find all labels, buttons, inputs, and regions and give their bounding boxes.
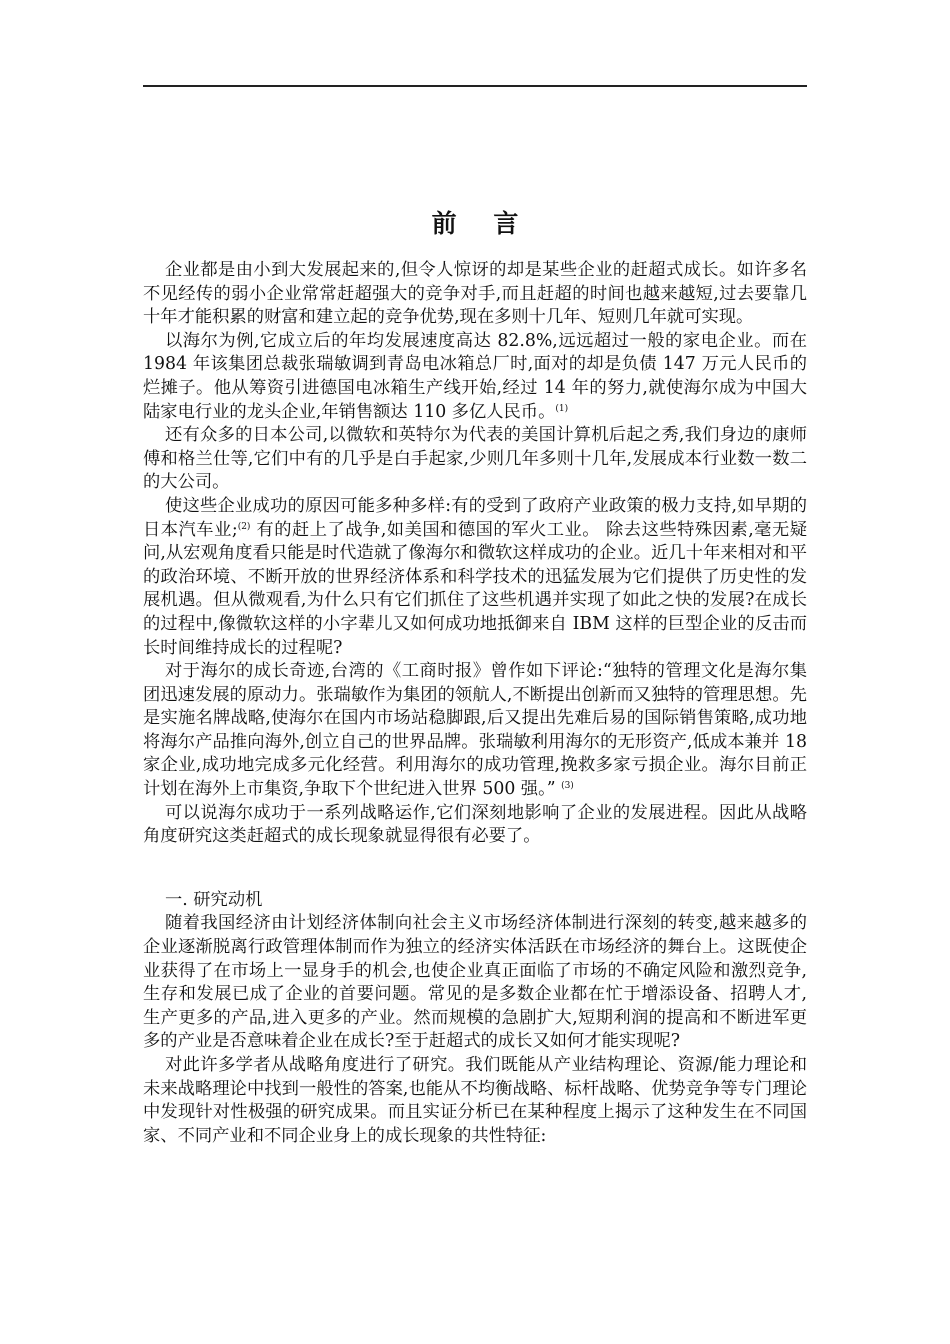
paragraph: 以海尔为例,它成立后的年均发展速度高达 82.8%,远远超过一般的家电企业。而在 1984 年该集团总裁张瑞敏调到青岛电冰箱总厂时,面对的却是负债 147 万元人民币的烂摊子。他从筹资引进德国电冰箱生产线开始,经过 14 年的努力,就使海尔成为中国大陆家电行业的龙头企业,年销售额达 110 多亿人民币。$^{(1)}$ bbox=[143, 330, 807, 422]
section-heading: 一. 研究动机 bbox=[165, 889, 263, 910]
footnote-marker: (2) bbox=[237, 521, 251, 532]
paragraph: 企业都是由小到大发展起来的,但令人惊讶的却是某些企业的赶超式成长。如许多名不见经传的弱小企业常常赶超强大的竞争对手,而且赶超的时间也越来越短,过去要靠几十年才能积累的财富和建立起的竞争优势,现在多则十几年、短则几年就可实现。 bbox=[143, 260, 807, 328]
footnote-marker: (3) bbox=[561, 781, 574, 792]
paragraph: 对此许多学者从战略角度进行了研究。我们既能从产业结构理论、资源/能力理论和未来战略理论中找到一般性的答案,也能从不均衡战略、标杆战略、优势竞争等专门理论中发现针对性极强的研究成果。而且实证分析已在某种程度上揭示了这种发生在不同国家、不同产业和不同企业身上的成长现象的共性特征: bbox=[143, 1055, 807, 1146]
paragraph: 随着我国经济由计划经济体制向社会主义市场经济体制进行深刻的转变,越来越多的企业逐渐脱离行政管理体制而作为独立的经济实体活跃在市场经济的舞台上。这既使企业获得了在市场上一显身手的机会,也使企业真正面临了市场的不确定风险和激烈竞争,生存和发展已成了企业的首要问题。常见的是多数企业都在忙于增添设备、招聘人才, 生产更多的产品,进入更多的产业。然而规模的急剧扩大,短期利润的提高和不断进军更多的产业是否意味着企业在成长?至于赶超式的成长又如何才能实现呢? bbox=[143, 913, 807, 1052]
paragraph: 使这些企业成功的原因可能多种多样:有的受到了政府产业政策的极力支持,如早期的日本汽车业;$^{(2)}$ 有的赶上了战争,如美国和德国的军火工业。 除去这些特殊因素,毫无疑问,从宏观角度看只能是时代造就了像海尔和微软这样成功的企业。近几十年来相对和平的政治环境、不断开放的世界经济体系和科学技术的迅猛发展为它们提供了历史性的发展机遇。但从微观看,为什么只有它们抓住了这些机遇并实现了如此之快的发展?在成长的过程中,像微软这样的小字辈儿又如何成功地抵御来自 IBM 这样的巨型企业的反击而长时间维持成长的过程呢? bbox=[143, 495, 807, 658]
paragraph: 对于海尔的成长奇迹,台湾的《工商时报》曾作如下评论:“独特的管理文化是海尔集团迅速发展的原动力。张瑞敏作为集团的领航人,不断提出创新而又独特的管理思想。先是实施名牌战略,使海尔在国内市场站稳脚跟,后又提出先难后易的国际销售策略,成功地将海尔产品推向海外,创立自己的世界品牌。张瑞敏利用海尔的无形资产,低成本兼并 18 家企业,成功地完成多元化经营。利用海尔的成功管理,挽救多家亏损企业。海尔目前正计划在海外上市集资,争取下个世纪进入世界 500 强。” $^{(3)}$ bbox=[143, 661, 807, 800]
paragraph: 还有众多的日本公司,以微软和英特尔为代表的美国计算机后起之秀,我们身边的康师傅和格兰仕等,它们中有的几乎是白手起家,少则几年多则十几年,发展成本行业数一数二的大公司。 bbox=[143, 425, 807, 493]
paragraph: 可以说海尔成功于一系列战略运作,它们深刻地影响了企业的发展进程。因此从战略角度研究这类赶超式的成长现象就显得很有必要了。 bbox=[143, 802, 807, 847]
page-title: 前 言 bbox=[431, 209, 533, 238]
document-body bbox=[143, 259, 807, 1148]
footnote-marker: (1) bbox=[555, 403, 569, 414]
header-rule bbox=[143, 85, 807, 87]
